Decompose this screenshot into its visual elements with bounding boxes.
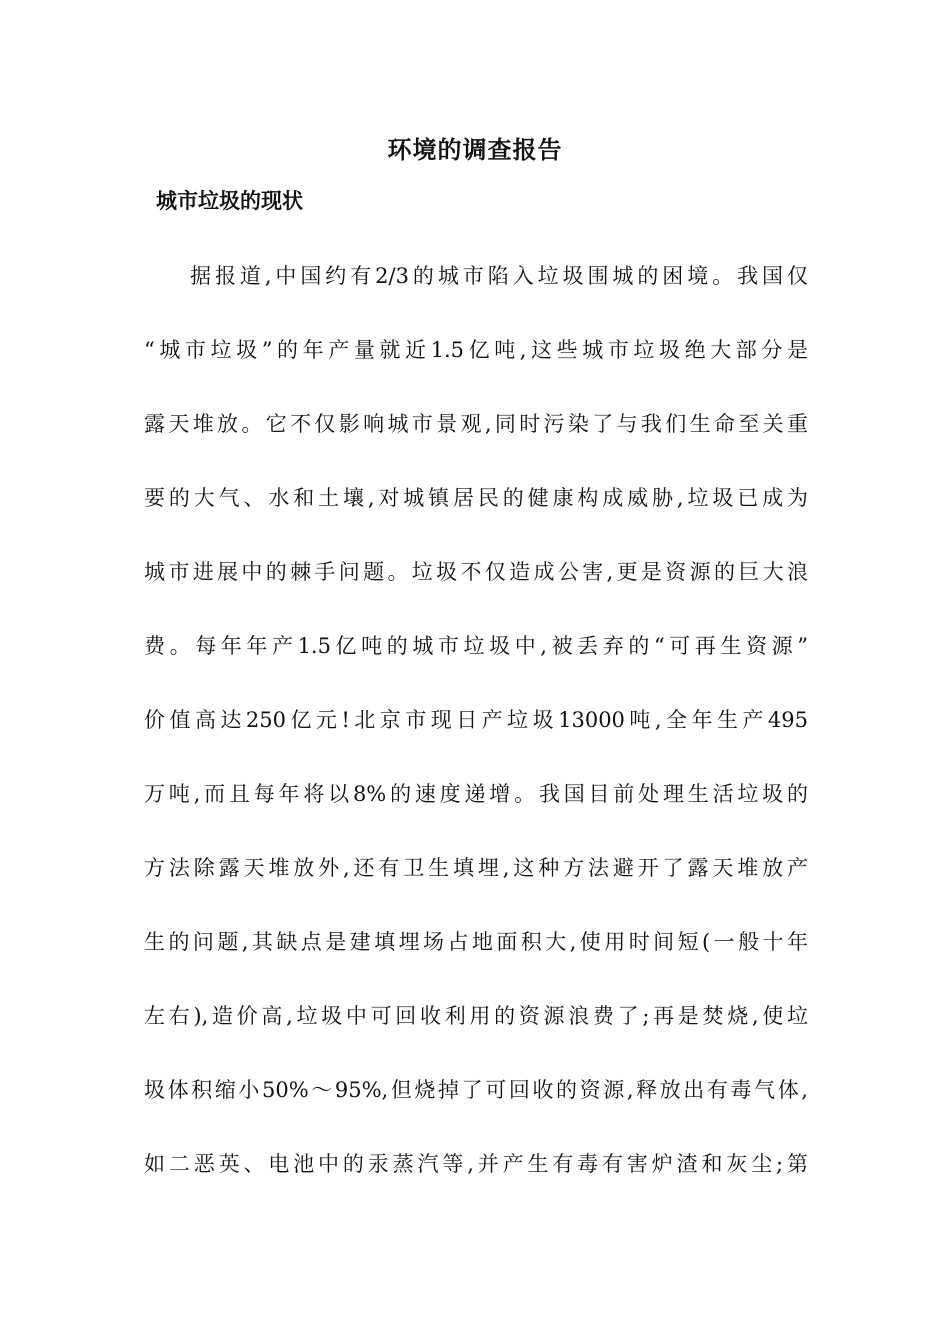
paragraph-line: 方法除露天堆放外,还有卫生填埋,这种方法避开了露天堆放产 bbox=[144, 856, 808, 880]
paragraph-line: 左右),造价高,垃圾中可回收利用的资源浪费了;再是焚烧,使垃 bbox=[144, 1004, 808, 1028]
paragraph-line: 生的问题,其缺点是建填埋场占地面积大,使用时间短(一般十年 bbox=[144, 930, 808, 954]
paragraph-line: 费。每年年产1.5亿吨的城市垃圾中,被丢弃的“可再生资源” bbox=[144, 634, 808, 658]
body-paragraph bbox=[144, 258, 808, 1220]
section-heading: 城市垃圾的现状 bbox=[156, 188, 303, 213]
paragraph-line: 圾体积缩小50%～95%,但烧掉了可回收的资源,释放出有毒气体, bbox=[144, 1078, 808, 1102]
paragraph-line: “城市垃圾”的年产量就近1.5亿吨,这些城市垃圾绝大部分是 bbox=[144, 338, 808, 362]
paragraph-line: 万吨,而且每年将以8%的速度递增。我国目前处理生活垃圾的 bbox=[144, 782, 808, 806]
paragraph-line: 如二恶英、电池中的汞蒸汽等,并产生有毒有害炉渣和灰尘;第 bbox=[144, 1152, 808, 1176]
paragraph-line: 露天堆放。它不仅影响城市景观,同时污染了与我们生命至关重 bbox=[144, 412, 808, 436]
document-title: 环境的调查报告 bbox=[387, 135, 563, 164]
paragraph-line: 要的大气、水和土壤,对城镇居民的健康构成威胁,垃圾已成为 bbox=[144, 486, 808, 510]
paragraph-line: 价值高达250亿元!北京市现日产垃圾13000吨,全年生产495 bbox=[144, 708, 808, 732]
paragraph-line: 据报道,中国约有2/3的城市陷入垃圾围城的困境。我国仅 bbox=[190, 264, 808, 288]
paragraph-line: 城市进展中的棘手问题。垃圾不仅造成公害,更是资源的巨大浪 bbox=[144, 560, 808, 584]
